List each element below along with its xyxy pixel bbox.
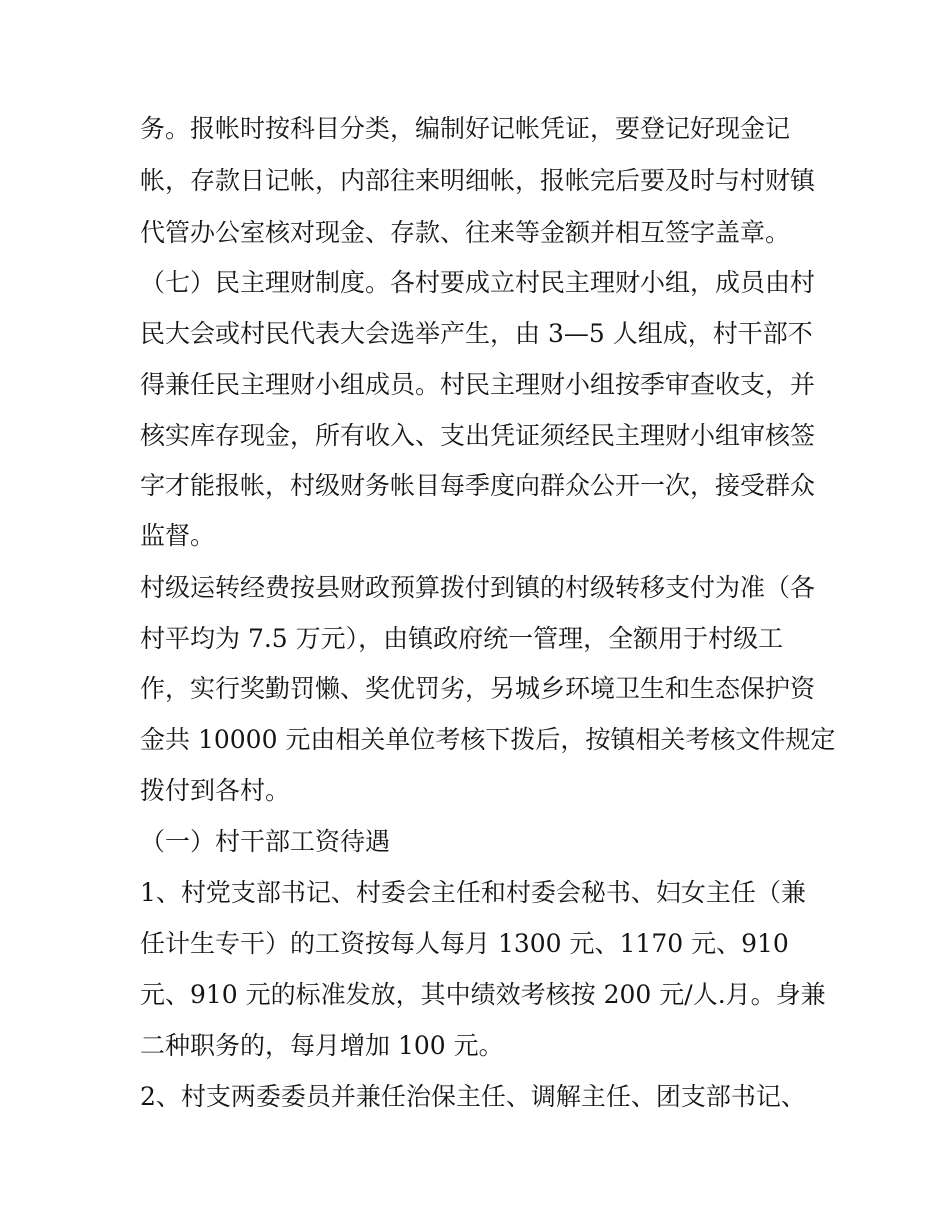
text-line: 元、910 元的标准发放，其中绩效考核按 200 元/人.月。身兼: [140, 980, 826, 1009]
list-item-line: 2、村支两委委员并兼任治保主任、调解主任、团支部书记、: [140, 1082, 806, 1111]
section-heading: （一）村干部工资待遇: [140, 827, 391, 856]
list-item-line: 1、村党支部书记、村委会主任和村委会秘书、妇女主任（兼: [140, 878, 806, 907]
text-line: 作，实行奖勤罚懒、奖优罚劣，另城乡环境卫生和生态保护资: [140, 674, 816, 703]
text-line: 村级运转经费按县财政预算拨付到镇的村级转移支付为准（各: [140, 573, 816, 602]
text-line: 金共 10000 元由相关单位考核下拨后，按镇相关考核文件规定: [140, 725, 836, 754]
text-line: 二种职务的，每月增加 100 元。: [140, 1031, 504, 1060]
text-line: 监督。: [140, 521, 216, 550]
text-line: 民大会或村民代表大会选举产生，由 3—5 人组成，村干部不: [140, 319, 813, 348]
text-line: 拨付到各村。: [140, 776, 291, 805]
text-line: 村平均为 7.5 万元），由镇政府统一管理，全额用于村级工: [140, 624, 784, 653]
text-line: 字才能报帐，村级财务帐目每季度向群众公开一次，接受群众: [140, 471, 816, 500]
text-line: 代管办公室核对现金、存款、往来等金额并相互签字盖章。: [140, 218, 791, 247]
text-line: 核实库存现金，所有收入、支出凭证须经民主理财小组审核签: [140, 421, 816, 450]
text-line: 帐，存款日记帐，内部往来明细帐，报帐完后要及时与村财镇: [140, 166, 816, 195]
text-line: 得兼任民主理财小组成员。村民主理财小组按季审查收支，并: [140, 370, 816, 399]
text-line: 任计生专干）的工资按每人每月 1300 元、1170 元、910: [140, 929, 789, 958]
section-heading-line: （七）民主理财制度。各村要成立村民主理财小组，成员由村: [140, 268, 816, 297]
text-line: 务。报帐时按科目分类，编制好记帐凭证，要登记好现金记: [140, 114, 791, 143]
